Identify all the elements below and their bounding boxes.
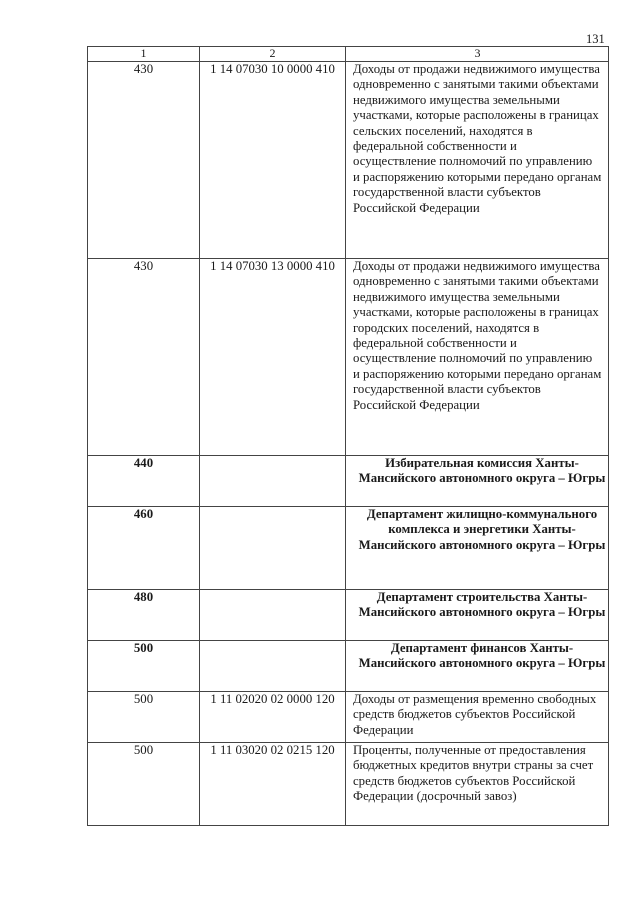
description-cell: Доходы от продажи недвижимого имущества одновременно с занятыми такими объектами недвижимого имущества земельными участками, которые расположены в границах сельских поселений, находятся в федеральной собственности и осуществление полномочий по управлению и распоряжению которыми передано органам государственной власти субъектов Российской Федерации <box>346 62 609 259</box>
admin-code-cell: 500 <box>88 641 200 692</box>
administrator-name-cell: Департамент строительства Ханты-Мансийского автономного округа – Югры <box>346 590 609 641</box>
budget-code-cell: 1 11 03020 02 0215 120 <box>200 743 346 826</box>
table-row <box>88 590 609 641</box>
admin-code-cell: 440 <box>88 456 200 507</box>
admin-code-cell: 500 <box>88 743 200 826</box>
budget-code-cell <box>200 507 346 590</box>
budget-code-cell: 1 11 02020 02 0000 120 <box>200 692 346 743</box>
budget-code-cell <box>200 590 346 641</box>
administrator-name-cell: Департамент финансов Ханты-Мансийского автономного округа – Югры <box>346 641 609 692</box>
table-row <box>88 743 609 826</box>
table-row <box>88 507 609 590</box>
table-row <box>88 62 609 259</box>
column-header-3: 3 <box>346 47 609 62</box>
budget-classification-table <box>87 46 609 826</box>
column-header-1: 1 <box>88 47 200 62</box>
table-header-row <box>88 47 609 62</box>
table-row <box>88 259 609 456</box>
page-number: 131 <box>586 32 605 46</box>
description-cell: Доходы от продажи недвижимого имущества одновременно с занятыми такими объектами недвижимого имущества земельными участками, которые расположены в границах городских поселений, находятся в федеральной собственности и осуществление полномочий по управлению и распоряжению которыми передано органам государственной власти субъектов Российской Федерации <box>346 259 609 456</box>
admin-code-cell: 460 <box>88 507 200 590</box>
administrator-name-cell: Департамент жилищно-коммунального комплекса и энергетики Ханты-Мансийского автономного округа – Югры <box>346 507 609 590</box>
budget-code-cell <box>200 456 346 507</box>
budget-code-cell: 1 14 07030 13 0000 410 <box>200 259 346 456</box>
table-row <box>88 641 609 692</box>
admin-code-cell: 430 <box>88 62 200 259</box>
administrator-name-cell: Избирательная комиссия Ханты-Мансийского автономного округа – Югры <box>346 456 609 507</box>
column-header-2: 2 <box>200 47 346 62</box>
description-cell: Проценты, полученные от предоставления бюджетных кредитов внутри страны за счет средств бюджетов субъектов Российской Федерации (досрочный завоз) <box>346 743 609 826</box>
table-row <box>88 692 609 743</box>
budget-code-cell <box>200 641 346 692</box>
admin-code-cell: 430 <box>88 259 200 456</box>
description-cell: Доходы от размещения временно свободных средств бюджетов субъектов Российской Федерации <box>346 692 609 743</box>
budget-code-cell: 1 14 07030 10 0000 410 <box>200 62 346 259</box>
admin-code-cell: 500 <box>88 692 200 743</box>
table-row <box>88 456 609 507</box>
admin-code-cell: 480 <box>88 590 200 641</box>
